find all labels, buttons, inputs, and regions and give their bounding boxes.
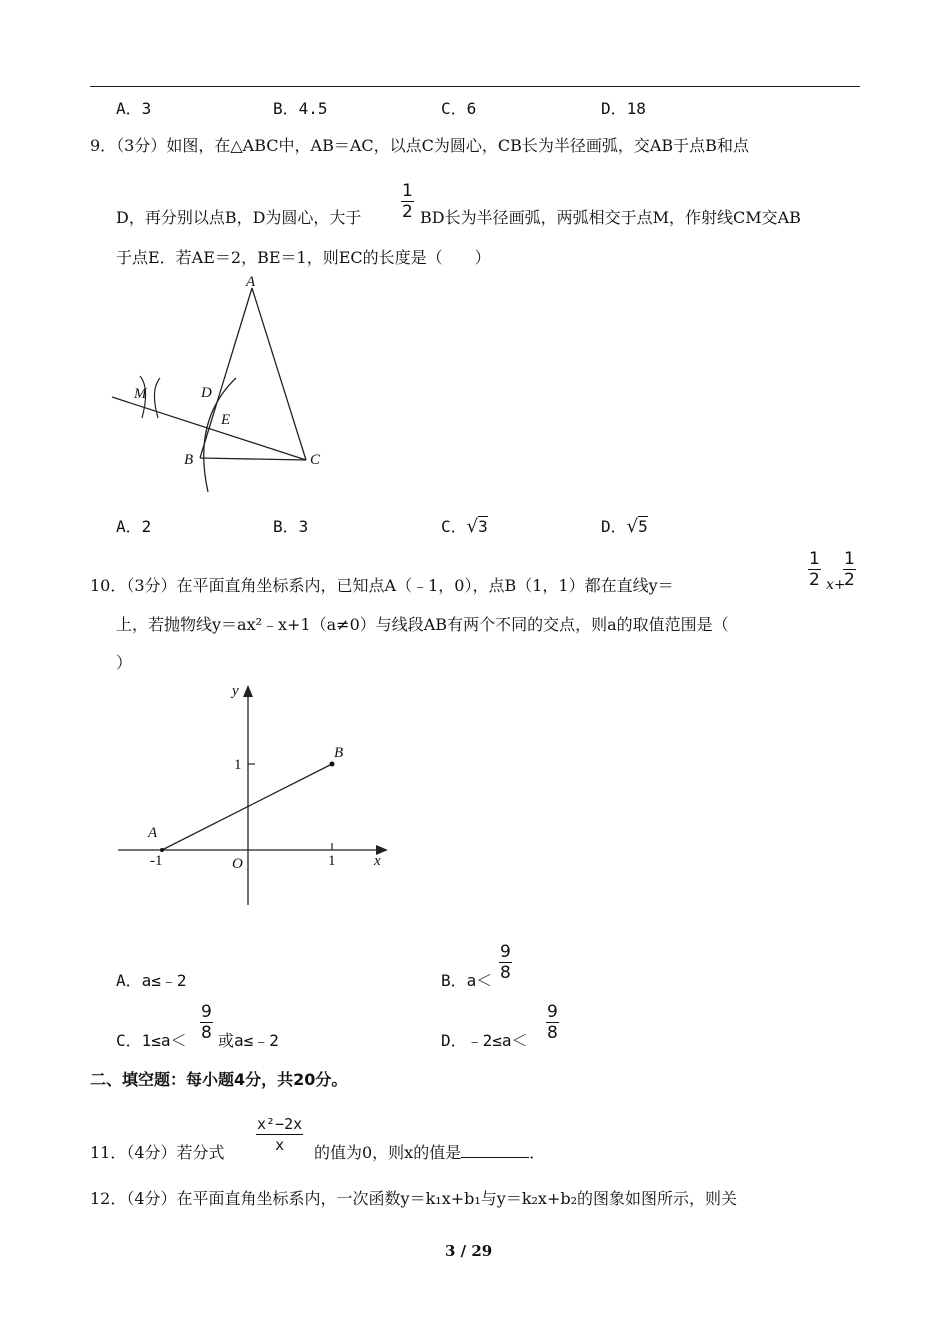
q9-option-d: [601, 514, 648, 537]
label-b: B: [184, 452, 194, 468]
q10-b-den: 8: [500, 963, 511, 983]
q9-option-d-prefix: D．: [601, 517, 627, 536]
q11-post-text: 的值为0，则x的值是: [314, 1143, 462, 1162]
ray-cm: [112, 397, 306, 460]
label-y-one: 1: [234, 757, 242, 773]
q10-d-num: 9: [547, 1002, 558, 1022]
point-a: [160, 848, 164, 852]
q11-den: x: [275, 1136, 285, 1154]
q9-frac-den: 2: [402, 202, 413, 222]
q9-line1: 9．（3分）如图，在△ABC中，AB＝AC，以点C为圆心，CB长为半径画弧，交AB于点B和点: [90, 136, 749, 155]
y-axis-arrow-icon: [243, 685, 253, 697]
q9-option-a: A．2: [116, 517, 152, 536]
label-x-one: 1: [328, 853, 336, 869]
q9-fraction: [401, 181, 414, 222]
q11-num: x²−2x: [257, 1115, 303, 1133]
section-heading: 二、填空题：每小题4分，共20分。: [90, 1070, 348, 1089]
label-a: A: [148, 825, 158, 841]
q10-fraction-1: [808, 549, 821, 590]
q10-option-d-frac: [546, 1002, 559, 1043]
q9-triangle-figure: [100, 270, 340, 500]
q8-option-b: B．4.5: [273, 99, 328, 118]
label-e: E: [221, 412, 231, 428]
top-rule: [90, 86, 860, 87]
q9-frac-num: 1: [402, 181, 413, 201]
q10-option-c-post: 或a≤﹣2: [218, 1031, 279, 1050]
q8-option-c: C．6: [441, 99, 477, 118]
q12-line1: 12．（4分）在平面直角坐标系内，一次函数y＝k₁x+b₁与y＝k₂x+b₂的图象如图所示，则关: [90, 1189, 738, 1208]
q10-option-c-frac: [200, 1002, 213, 1043]
q10-line3: ）: [116, 653, 133, 672]
side-ab: [200, 288, 252, 458]
q8-option-a: A．3: [116, 99, 152, 118]
label-a: A: [246, 274, 256, 290]
q11-fraction: [256, 1114, 303, 1155]
q10-option-b-pre: B．a＜: [441, 971, 493, 990]
sqrt-icon: √: [626, 516, 639, 537]
q10-f2-num: 1: [844, 549, 855, 569]
label-m: M: [134, 386, 147, 402]
label-y: y: [232, 683, 239, 699]
q10-b-num: 9: [500, 942, 511, 962]
q10-fraction-2: [843, 549, 856, 590]
label-b: B: [334, 745, 344, 761]
q9-option-c: [441, 514, 488, 537]
q10-line2: 上，若抛物线y＝ax²﹣x+1（a≠0）与线段AB有两个不同的交点，则a的取值范围是（: [116, 615, 729, 634]
label-c: C: [310, 452, 321, 468]
q9-line2-post: BD长为半径画弧，两弧相交于点M，作射线CM交AB: [420, 208, 801, 227]
label-o: O: [232, 856, 243, 872]
q10-option-a: A．a≤﹣2: [116, 971, 187, 990]
q10-c-den: 8: [201, 1023, 212, 1043]
q10-c-num: 9: [201, 1002, 212, 1022]
q10-mid: x+: [826, 577, 846, 593]
segment-ab: [162, 764, 332, 850]
label-d: D: [201, 385, 212, 401]
side-bc: [200, 458, 306, 460]
q11-end: ．: [529, 1143, 546, 1162]
q10-line1: 10．（3分）在平面直角坐标系内，已知点A（﹣1，0），点B（1，1）都在直线y＝: [90, 576, 674, 595]
q11-post: [314, 1140, 545, 1163]
q10-d-den: 8: [547, 1023, 558, 1043]
q10-f2-den: 2: [844, 570, 855, 590]
q9-option-c-rad: 3: [478, 517, 488, 536]
label-x: x: [374, 853, 381, 869]
q10-coordinate-figure: [110, 675, 400, 910]
q10-f1-den: 2: [809, 570, 820, 590]
side-ac: [252, 288, 306, 460]
q10-f1-num: 1: [809, 549, 820, 569]
q9-line2-pre: D，再分别以点B，D为圆心，大于: [116, 208, 362, 227]
q8-option-d: D．18: [601, 99, 646, 118]
q10-option-b-frac: [499, 942, 512, 983]
point-b: [330, 762, 335, 767]
q9-option-b: B．3: [273, 517, 309, 536]
q9-line3: 于点E．若AE＝2，BE＝1，则EC的长度是（ ）: [116, 248, 491, 267]
q10-option-c-pre: C．1≤a＜: [116, 1031, 187, 1050]
label-neg-one: -1: [150, 853, 163, 869]
answer-blank[interactable]: [461, 1143, 529, 1158]
q9-option-c-prefix: C．: [441, 517, 467, 536]
sqrt-icon: √: [466, 516, 479, 537]
page-number: 3 / 29: [445, 1242, 493, 1260]
q10-option-d-pre: D．﹣2≤a＜: [441, 1031, 528, 1050]
q9-option-d-rad: 5: [638, 517, 648, 536]
q11-pre: 11．（4分）若分式: [90, 1143, 225, 1162]
